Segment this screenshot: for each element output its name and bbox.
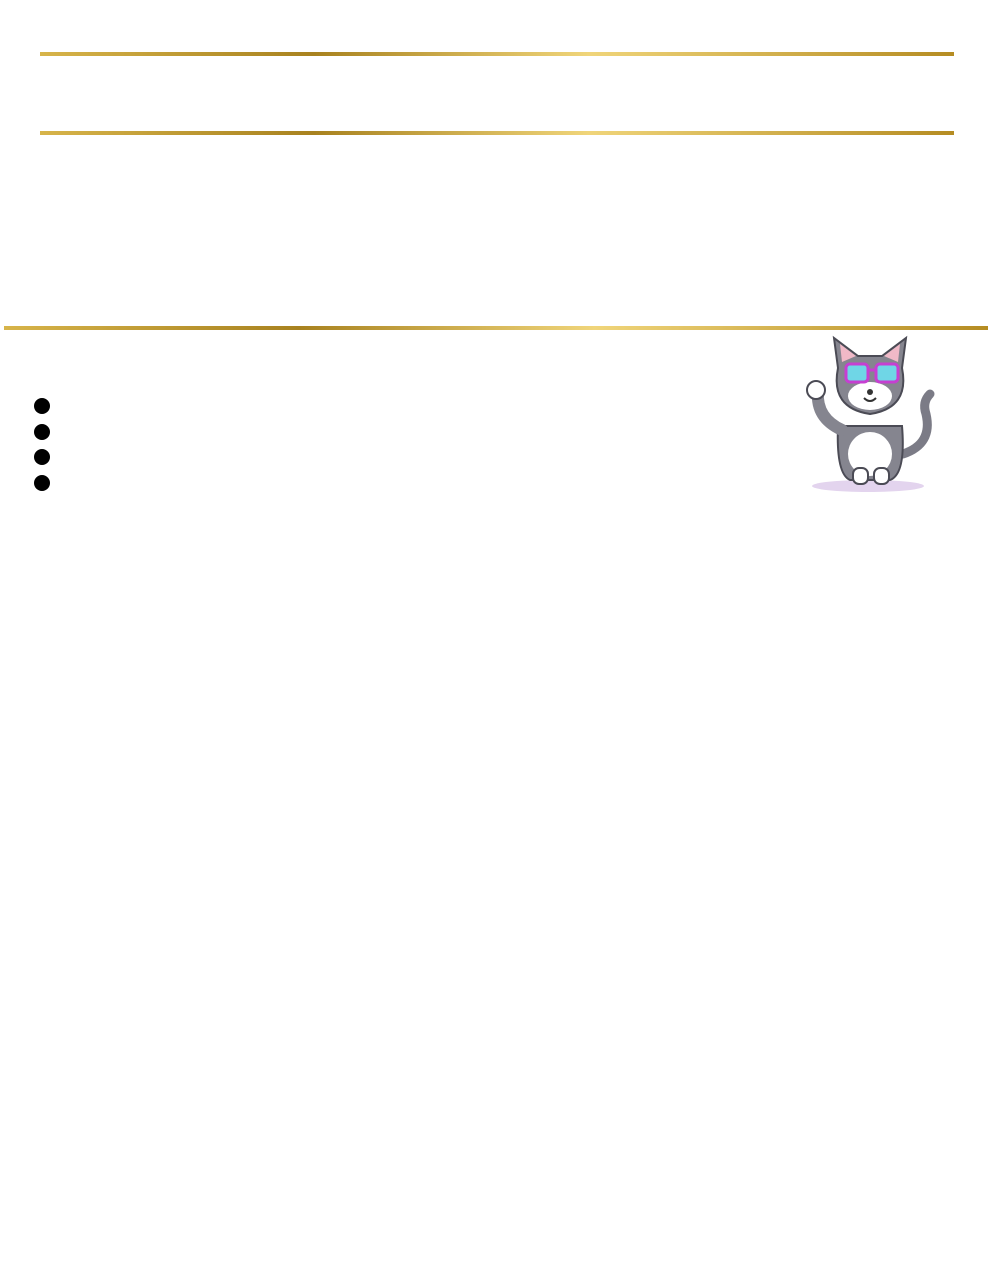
instruction-item — [34, 471, 954, 497]
bullet-icon — [34, 475, 50, 491]
bullet-icon — [34, 424, 50, 440]
paw-border-bottom — [0, 1232, 995, 1270]
bullet-icon — [34, 449, 50, 465]
bullet-icon — [34, 398, 50, 414]
gold-divider-top — [40, 52, 954, 56]
instruction-item — [34, 445, 954, 471]
gold-divider-objective — [4, 326, 988, 330]
instruction-item — [34, 394, 954, 420]
instruction-item — [34, 420, 954, 446]
gold-divider-title — [40, 131, 954, 135]
paw-border-top — [0, 6, 995, 50]
instructions-list — [34, 394, 954, 496]
